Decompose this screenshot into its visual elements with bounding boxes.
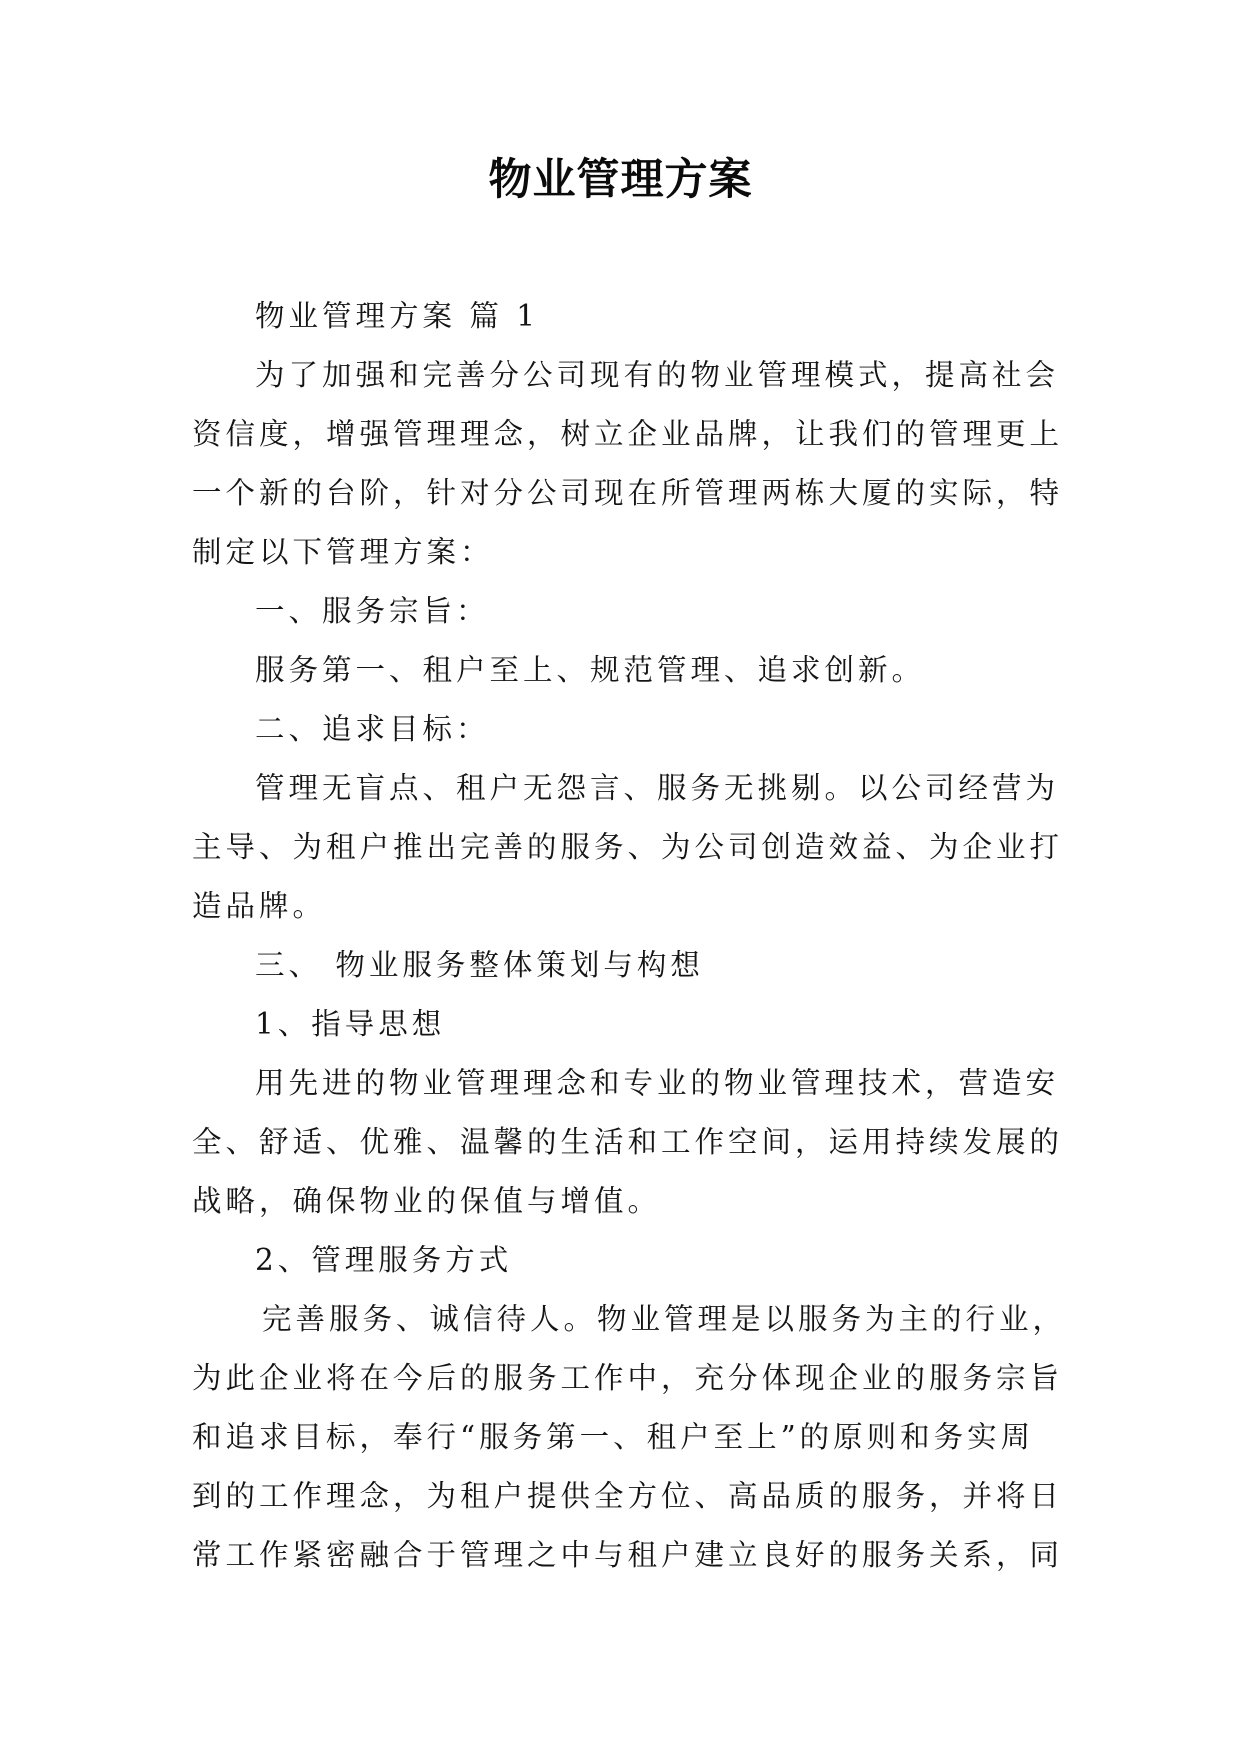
section-heading: 二、追求目标： (255, 712, 490, 746)
subsection-heading: 1、指导思想 (255, 1007, 446, 1041)
paragraph-line: 用先进的物业管理理念和专业的物业管理技术，营造安 (255, 1066, 1060, 1100)
paragraph-line: 造品牌。 (192, 889, 327, 923)
section-heading: 物业管理方案 篇 1 (255, 299, 540, 333)
paragraph-line: 完善服务、诚信待人。物业管理是以服务为主的行业， (262, 1302, 1067, 1336)
paragraph-line: 到的工作理念，为租户提供全方位、高品质的服务，并将日 (192, 1479, 1064, 1513)
section-heading: 三、 物业服务整体策划与构想 (255, 948, 704, 982)
paragraph-line: 全、舒适、优雅、温馨的生活和工作空间，运用持续发展的 (192, 1125, 1064, 1159)
paragraph-line: 管理无盲点、租户无怨言、服务无挑剔。以公司经营为 (255, 771, 1060, 805)
paragraph-line: 一个新的台阶，针对分公司现在所管理两栋大厦的实际，特 (192, 476, 1064, 510)
section-heading: 一、服务宗旨： (255, 594, 490, 628)
subsection-heading: 2、管理服务方式 (255, 1243, 513, 1277)
paragraph-line: 为了加强和完善分公司现有的物业管理模式，提高社会 (255, 358, 1060, 392)
paragraph-line: 资信度，增强管理理念，树立企业品牌，让我们的管理更上 (192, 417, 1064, 451)
paragraph-line: 常工作紧密融合于管理之中与租户建立良好的服务关系，同 (192, 1538, 1064, 1572)
paragraph-line: 主导、为租户推出完善的服务、为公司创造效益、为企业打 (192, 830, 1064, 864)
paragraph-line: 战略，确保物业的保值与增值。 (192, 1184, 662, 1218)
document-title: 物业管理方案 (488, 155, 753, 205)
paragraph-line: 制定以下管理方案： (192, 535, 494, 569)
paragraph-line: 服务第一、租户至上、规范管理、追求创新。 (255, 653, 926, 687)
paragraph-line: 为此企业将在今后的服务工作中，充分体现企业的服务宗旨 (192, 1361, 1064, 1395)
paragraph-line: 和追求目标，奉行“服务第一、租户至上”的原则和务实周 (192, 1420, 1035, 1454)
